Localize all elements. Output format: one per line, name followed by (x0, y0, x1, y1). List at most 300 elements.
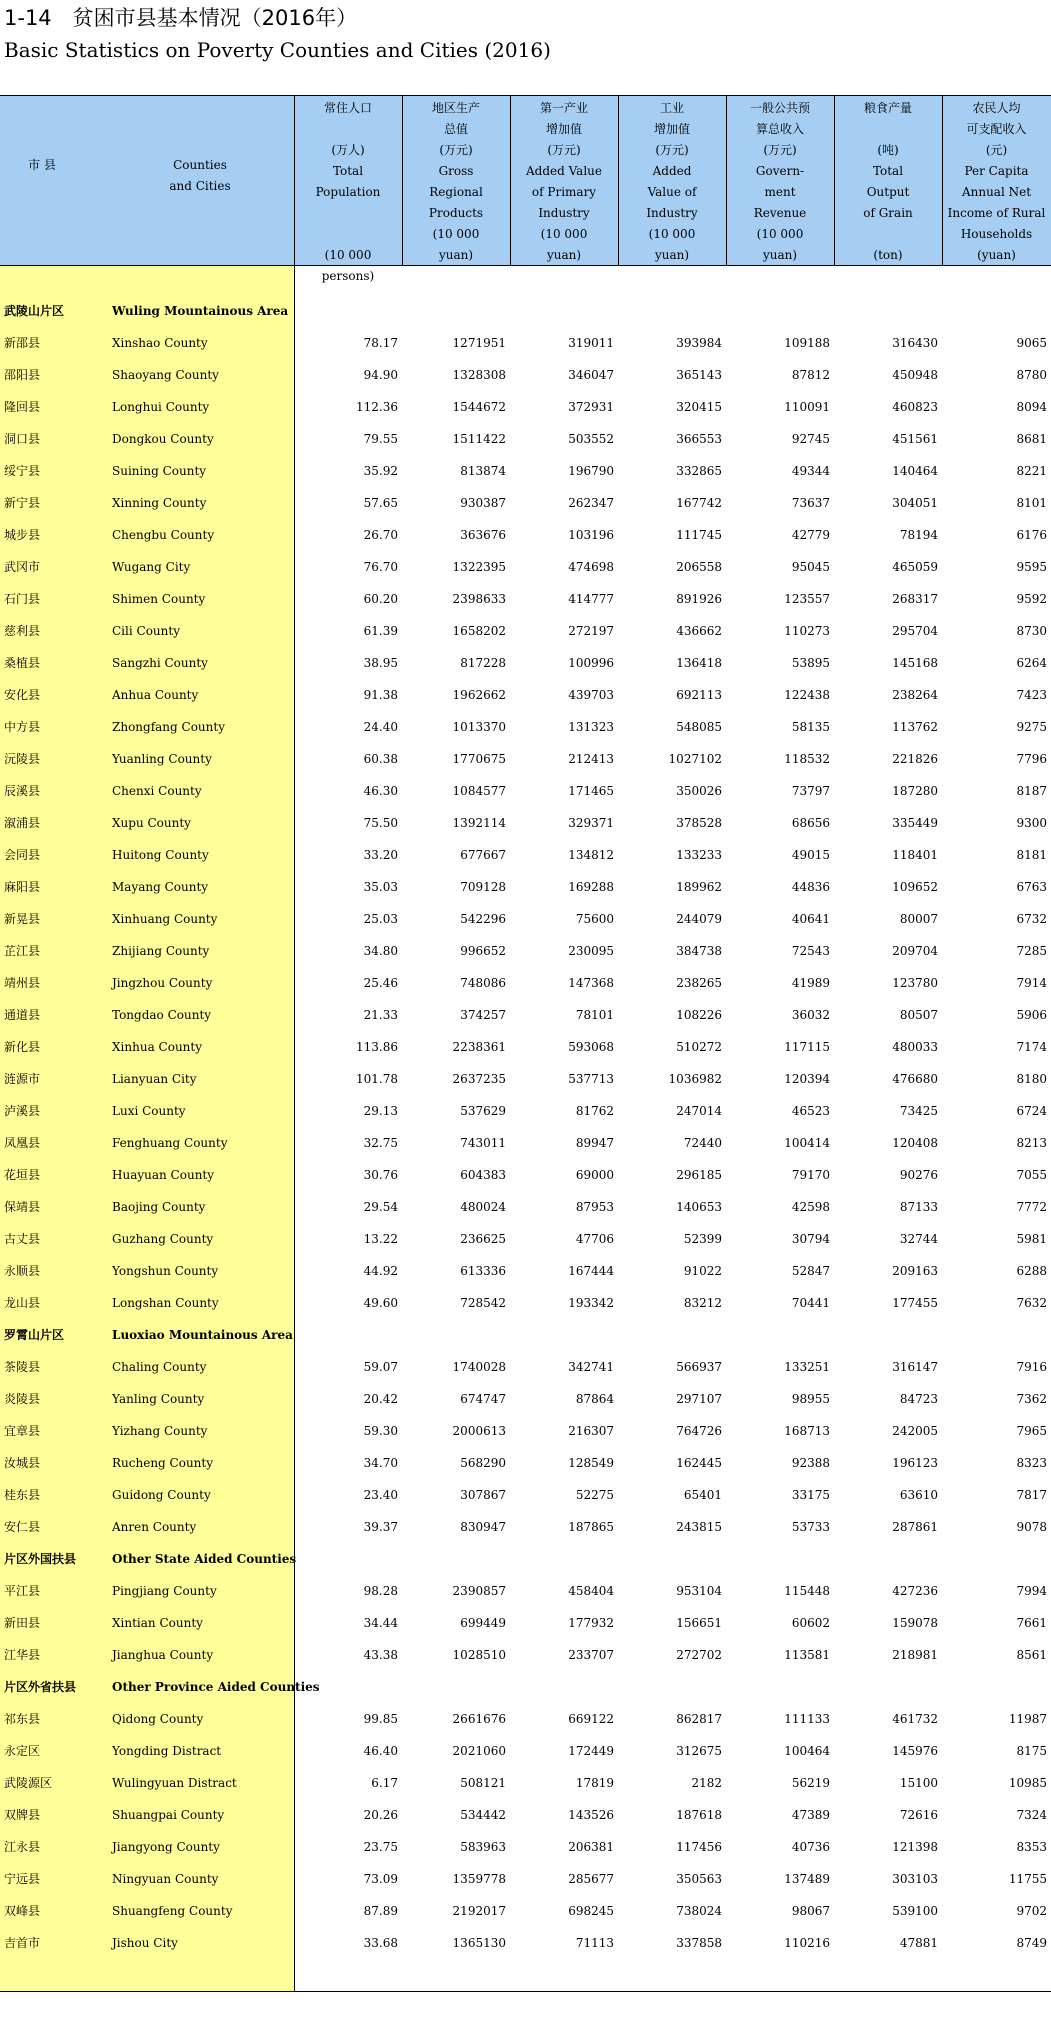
table-row (0, 775, 1051, 807)
row-value: 89947 (575, 1136, 614, 1150)
column-header-line: Regional (429, 185, 483, 199)
row-value: 91022 (683, 1264, 722, 1278)
row-value: 133251 (784, 1360, 830, 1374)
row-value: 1013370 (452, 720, 506, 734)
column-header-line: 粮食产量 (863, 101, 912, 115)
row-name-english: Huayuan County (112, 1168, 215, 1182)
row-value: 52399 (683, 1232, 722, 1246)
row-name-chinese: 安化县 (4, 688, 41, 702)
row-name-english: Xintian County (112, 1616, 203, 1630)
row-name-english: Jishou City (112, 1936, 178, 1950)
table-row (0, 1831, 1051, 1863)
column-header-line: persons) (321, 269, 375, 283)
row-value: 303103 (892, 1872, 938, 1886)
row-value: 1770675 (452, 752, 506, 766)
row-name-chinese: 麻阳县 (4, 880, 41, 894)
row-value: 480033 (892, 1040, 938, 1054)
column-header (510, 95, 618, 265)
row-value: 111133 (784, 1712, 830, 1726)
row-value: 764726 (676, 1424, 722, 1438)
row-value: 1962662 (452, 688, 506, 702)
row-value: 221826 (892, 752, 938, 766)
row-name-chinese: 中方县 (4, 720, 41, 734)
column-header-line: (ton) (873, 248, 903, 262)
row-name-english: Baojing County (112, 1200, 206, 1214)
column-header-line: 增加值 (653, 122, 690, 136)
column-header-line: Added Value (525, 164, 602, 178)
row-name-english: Wuling Mountainous Area (112, 304, 289, 318)
column-header-line: Total (332, 164, 364, 178)
row-value: 7055 (1016, 1168, 1047, 1182)
row-value: 272702 (676, 1648, 722, 1662)
row-value: 87812 (791, 368, 830, 382)
row-value: 46523 (791, 1104, 830, 1118)
row-name-chinese: 武陵源区 (4, 1776, 53, 1790)
table-row (0, 839, 1051, 871)
header-city-english (150, 155, 250, 197)
row-value: 2192017 (452, 1904, 506, 1918)
table-row (0, 647, 1051, 679)
row-value: 159078 (892, 1616, 938, 1630)
row-value: 363676 (460, 528, 506, 542)
row-value: 17819 (575, 1776, 614, 1790)
row-value: 1328308 (452, 368, 506, 382)
row-value: 534442 (460, 1808, 506, 1822)
column-header-line: Per Capita (964, 164, 1029, 178)
column-header-line: (万元) (439, 143, 473, 157)
table-top-border (0, 95, 1051, 96)
page-title-english: Basic Statistics on Poverty Counties and Cities (2016) (4, 38, 551, 62)
row-value: 145168 (892, 656, 938, 670)
table-row (0, 1639, 1051, 1671)
row-name-chinese: 芷江县 (4, 944, 41, 958)
table-row (0, 1735, 1051, 1767)
row-value: 68656 (791, 816, 830, 830)
row-value: 78194 (899, 528, 938, 542)
row-value: 8730 (1016, 624, 1047, 638)
row-value: 56219 (791, 1776, 830, 1790)
table-bottom-border (0, 1991, 1051, 1992)
row-value: 480024 (460, 1200, 506, 1214)
row-value: 75.50 (363, 816, 398, 830)
row-value: 329371 (568, 816, 614, 830)
row-value: 316147 (892, 1360, 938, 1374)
row-value: 58135 (791, 720, 830, 734)
table-row (0, 1703, 1051, 1735)
table-row (0, 1063, 1051, 1095)
table-row (0, 967, 1051, 999)
table-row (0, 1223, 1051, 1255)
row-value: 44836 (791, 880, 830, 894)
row-value: 38.95 (363, 656, 398, 670)
row-value: 145976 (892, 1744, 938, 1758)
row-name-english: Anren County (112, 1520, 197, 1534)
row-value: 378528 (676, 816, 722, 830)
row-name-english: Jianghua County (112, 1648, 214, 1662)
row-value: 7796 (1016, 752, 1047, 766)
row-name-chinese: 龙山县 (4, 1296, 41, 1310)
row-value: 35.92 (363, 464, 398, 478)
column-header-line (294, 224, 402, 245)
row-value: 1028510 (452, 1648, 506, 1662)
row-value: 372931 (568, 400, 614, 414)
row-name-english: Xinning County (112, 496, 207, 510)
row-value: 9702 (1016, 1904, 1047, 1918)
table-row (0, 1767, 1051, 1799)
row-value: 118401 (892, 848, 938, 862)
row-value: 7817 (1016, 1488, 1047, 1502)
row-name-english: Chengbu County (112, 528, 215, 542)
row-value: 6.17 (371, 1776, 398, 1790)
row-name-english: Xinhuang County (112, 912, 218, 926)
row-value: 196790 (568, 464, 614, 478)
table-row (0, 1799, 1051, 1831)
row-value: 23.75 (363, 1840, 398, 1854)
row-value: 1740028 (452, 1360, 506, 1374)
row-value: 2021060 (452, 1744, 506, 1758)
row-value: 374257 (460, 1008, 506, 1022)
column-header-line (834, 224, 942, 245)
row-value: 346047 (568, 368, 614, 382)
row-name-english: Shuangpai County (112, 1808, 225, 1822)
column-header-line (294, 119, 402, 140)
column-header-line: Households (960, 227, 1033, 241)
row-name-english: Other Province Aided Counties (112, 1680, 320, 1694)
row-value: 510272 (676, 1040, 722, 1054)
column-header-line: Population (315, 185, 381, 199)
row-name-english: Yizhang County (112, 1424, 208, 1438)
row-value: 103196 (568, 528, 614, 542)
row-name-english: Dongkou County (112, 432, 214, 446)
row-value: 6732 (1016, 912, 1047, 926)
row-value: 7914 (1016, 976, 1047, 990)
row-value: 42779 (791, 528, 830, 542)
row-value: 218981 (892, 1648, 938, 1662)
row-value: 34.80 (363, 944, 398, 958)
row-value: 709128 (460, 880, 506, 894)
row-value: 2661676 (452, 1712, 506, 1726)
row-value: 137489 (784, 1872, 830, 1886)
column-header (834, 95, 942, 265)
row-value: 73.09 (363, 1872, 398, 1886)
row-value: 236625 (460, 1232, 506, 1246)
row-value: 189962 (676, 880, 722, 894)
row-value: 1322395 (452, 560, 506, 574)
column-divider (618, 95, 619, 265)
table-row (0, 1383, 1051, 1415)
group-header-row (0, 1671, 1051, 1703)
row-name-chinese: 涟源市 (4, 1072, 41, 1086)
row-value: 320415 (676, 400, 722, 414)
row-name-english: Shuangfeng County (112, 1904, 233, 1918)
row-value: 296185 (676, 1168, 722, 1182)
row-name-chinese: 新宁县 (4, 496, 41, 510)
row-value: 108226 (676, 1008, 722, 1022)
row-value: 738024 (676, 1904, 722, 1918)
row-value: 72543 (791, 944, 830, 958)
row-name-chinese: 新化县 (4, 1040, 41, 1054)
row-value: 87133 (899, 1200, 938, 1214)
row-value: 134812 (568, 848, 614, 862)
row-value: 25.03 (363, 912, 398, 926)
row-value: 285677 (568, 1872, 614, 1886)
column-header-line: (10 000 (324, 248, 372, 262)
row-value: 131323 (568, 720, 614, 734)
row-value: 8213 (1016, 1136, 1047, 1150)
row-value: 11755 (1008, 1872, 1047, 1886)
row-name-english: Shaoyang County (112, 368, 219, 382)
row-name-english: Cili County (112, 624, 180, 638)
row-value: 1511422 (452, 432, 506, 446)
row-name-english: Yanling County (112, 1392, 205, 1406)
column-header-line (942, 266, 1051, 287)
row-value: 6288 (1016, 1264, 1047, 1278)
row-name-chinese: 永定区 (4, 1744, 41, 1758)
row-value: 1544672 (452, 400, 506, 414)
table-row (0, 807, 1051, 839)
row-value: 604383 (460, 1168, 506, 1182)
row-value: 60.38 (363, 752, 398, 766)
row-name-english: Xupu County (112, 816, 191, 830)
row-value: 1658202 (452, 624, 506, 638)
row-value: 10985 (1008, 1776, 1047, 1790)
row-value: 674747 (460, 1392, 506, 1406)
row-value: 817228 (460, 656, 506, 670)
row-value: 613336 (460, 1264, 506, 1278)
column-header-line (726, 266, 834, 287)
row-name-english: Huitong County (112, 848, 209, 862)
row-value: 177455 (892, 1296, 938, 1310)
row-value: 8323 (1016, 1456, 1047, 1470)
column-header-line: Value of (647, 185, 697, 199)
row-value: 63610 (899, 1488, 938, 1502)
column-header-line: (万元) (547, 143, 581, 157)
row-name-chinese: 城步县 (4, 528, 41, 542)
row-value: 30794 (791, 1232, 830, 1246)
row-value: 728542 (460, 1296, 506, 1310)
row-name-chinese: 靖州县 (4, 976, 41, 990)
row-value: 8187 (1016, 784, 1047, 798)
row-value: 53895 (791, 656, 830, 670)
row-name-chinese: 新晃县 (4, 912, 41, 926)
column-header-line (834, 119, 942, 140)
table-row (0, 679, 1051, 711)
row-name-english: Xinhua County (112, 1040, 202, 1054)
table-row (0, 1191, 1051, 1223)
column-header-line: yuan) (654, 248, 690, 262)
row-value: 7916 (1016, 1360, 1047, 1374)
row-value: 128549 (568, 1456, 614, 1470)
row-value: 187865 (568, 1520, 614, 1534)
row-value: 117456 (676, 1840, 722, 1854)
row-value: 247014 (676, 1104, 722, 1118)
row-value: 9275 (1016, 720, 1047, 734)
row-value: 112.36 (356, 400, 398, 414)
row-value: 1359778 (452, 1872, 506, 1886)
row-name-chinese: 安仁县 (4, 1520, 41, 1534)
row-name-english: Longhui County (112, 400, 210, 414)
row-value: 33.20 (363, 848, 398, 862)
row-name-english: Rucheng County (112, 1456, 214, 1470)
row-value: 73637 (791, 496, 830, 510)
row-value: 698245 (568, 1904, 614, 1918)
column-header-line: (万元) (763, 143, 797, 157)
column-header-line: Products (428, 206, 484, 220)
table-row (0, 1255, 1051, 1287)
row-value: 337858 (676, 1936, 722, 1950)
row-value: 9592 (1016, 592, 1047, 606)
row-name-english: Guzhang County (112, 1232, 214, 1246)
row-value: 568290 (460, 1456, 506, 1470)
row-name-chinese: 辰溪县 (4, 784, 41, 798)
row-name-english: Yongding Distract (112, 1744, 222, 1758)
row-value: 40736 (791, 1840, 830, 1854)
row-value: 2238361 (452, 1040, 506, 1054)
row-value: 316430 (892, 336, 938, 350)
table-row (0, 1927, 1051, 1959)
row-value: 47706 (575, 1232, 614, 1246)
row-name-chinese: 双牌县 (4, 1808, 41, 1822)
column-divider (834, 95, 835, 265)
row-value: 168713 (784, 1424, 830, 1438)
row-value: 72616 (899, 1808, 938, 1822)
row-name-chinese: 隆回县 (4, 400, 41, 414)
header-city-chinese: 市 县 (28, 158, 56, 172)
column-header-line: 农民人均 (972, 101, 1021, 115)
row-value: 49344 (791, 464, 830, 478)
row-value: 73425 (899, 1104, 938, 1118)
row-value: 100464 (784, 1744, 830, 1758)
row-name-chinese: 片区外国扶县 (4, 1552, 77, 1566)
row-value: 6724 (1016, 1104, 1047, 1118)
row-value: 209163 (892, 1264, 938, 1278)
column-header-line: yuan) (762, 248, 798, 262)
row-value: 8561 (1016, 1648, 1047, 1662)
row-value: 7661 (1016, 1616, 1047, 1630)
table-row (0, 999, 1051, 1031)
row-value: 30.76 (363, 1168, 398, 1182)
row-name-english: Zhijiang County (112, 944, 210, 958)
column-header-line: 第一产业 (539, 101, 588, 115)
row-value: 2182 (691, 1776, 722, 1790)
row-name-english: Chaling County (112, 1360, 207, 1374)
row-value: 92388 (791, 1456, 830, 1470)
row-value: 458404 (568, 1584, 614, 1598)
row-value: 7324 (1016, 1808, 1047, 1822)
row-value: 7423 (1016, 688, 1047, 702)
row-value: 121398 (892, 1840, 938, 1854)
column-header-line: ment (764, 185, 796, 199)
row-value: 1036982 (668, 1072, 722, 1086)
row-value: 342741 (568, 1360, 614, 1374)
column-header-line: of Primary (531, 185, 597, 199)
column-header-line: Revenue (753, 206, 807, 220)
row-value: 2390857 (452, 1584, 506, 1598)
column-header-line: 算总收入 (755, 122, 804, 136)
row-value: 8221 (1016, 464, 1047, 478)
row-value: 692113 (676, 688, 722, 702)
row-value: 111745 (676, 528, 722, 542)
row-name-english: Yongshun County (112, 1264, 219, 1278)
table-row (0, 359, 1051, 391)
row-value: 115448 (784, 1584, 830, 1598)
row-value: 49015 (791, 848, 830, 862)
row-value: 5906 (1016, 1008, 1047, 1022)
table-row (0, 615, 1051, 647)
table-row (0, 1095, 1051, 1127)
row-value: 8181 (1016, 848, 1047, 862)
row-name-english: Wulingyuan Distract (112, 1776, 237, 1790)
row-value: 41989 (791, 976, 830, 990)
column-header (942, 95, 1051, 265)
row-value: 2637235 (452, 1072, 506, 1086)
row-value: 94.90 (363, 368, 398, 382)
row-name-english: Pingjiang County (112, 1584, 217, 1598)
table-row (0, 423, 1051, 455)
row-value: 110216 (784, 1936, 830, 1950)
row-value: 439703 (568, 688, 614, 702)
row-value: 52847 (791, 1264, 830, 1278)
table-row (0, 487, 1051, 519)
row-value: 212413 (568, 752, 614, 766)
row-name-chinese: 花垣县 (4, 1168, 41, 1182)
row-value: 143526 (568, 1808, 614, 1822)
row-value: 414777 (568, 592, 614, 606)
row-name-chinese: 邵阳县 (4, 368, 41, 382)
row-value: 312675 (676, 1744, 722, 1758)
row-value: 60602 (791, 1616, 830, 1630)
row-name-chinese: 通道县 (4, 1008, 41, 1022)
row-value: 35.03 (363, 880, 398, 894)
row-value: 123557 (784, 592, 830, 606)
column-header (726, 95, 834, 265)
row-value: 8353 (1016, 1840, 1047, 1854)
row-value: 72440 (683, 1136, 722, 1150)
row-value: 101.78 (356, 1072, 398, 1086)
row-name-english: Lianyuan City (112, 1072, 197, 1086)
row-value: 593068 (568, 1040, 614, 1054)
row-value: 335449 (892, 816, 938, 830)
column-header (294, 95, 402, 283)
row-value: 69000 (575, 1168, 614, 1182)
row-value: 70441 (791, 1296, 830, 1310)
row-value: 75600 (575, 912, 614, 926)
row-value: 8094 (1016, 400, 1047, 414)
row-value: 830947 (460, 1520, 506, 1534)
row-value: 81762 (575, 1104, 614, 1118)
row-value: 100414 (784, 1136, 830, 1150)
row-name-chinese: 沅陵县 (4, 752, 41, 766)
table-row (0, 743, 1051, 775)
row-value: 34.44 (363, 1616, 398, 1630)
row-name-english: Jiangyong County (112, 1840, 220, 1854)
row-value: 8749 (1016, 1936, 1047, 1950)
row-value: 71113 (575, 1936, 614, 1950)
row-value: 113581 (784, 1648, 830, 1662)
column-header-line: Annual Net (961, 185, 1032, 199)
row-value: 140464 (892, 464, 938, 478)
row-value: 49.60 (363, 1296, 398, 1310)
row-value: 171465 (568, 784, 614, 798)
row-value: 110273 (784, 624, 830, 638)
row-value: 118532 (784, 752, 830, 766)
row-value: 21.33 (363, 1008, 398, 1022)
row-value: 295704 (892, 624, 938, 638)
page-title-chinese: 1-14 贫困市县基本情况（2016年） (4, 6, 358, 30)
row-value: 99.85 (363, 1712, 398, 1726)
row-value: 233707 (568, 1648, 614, 1662)
row-value: 43.38 (363, 1648, 398, 1662)
